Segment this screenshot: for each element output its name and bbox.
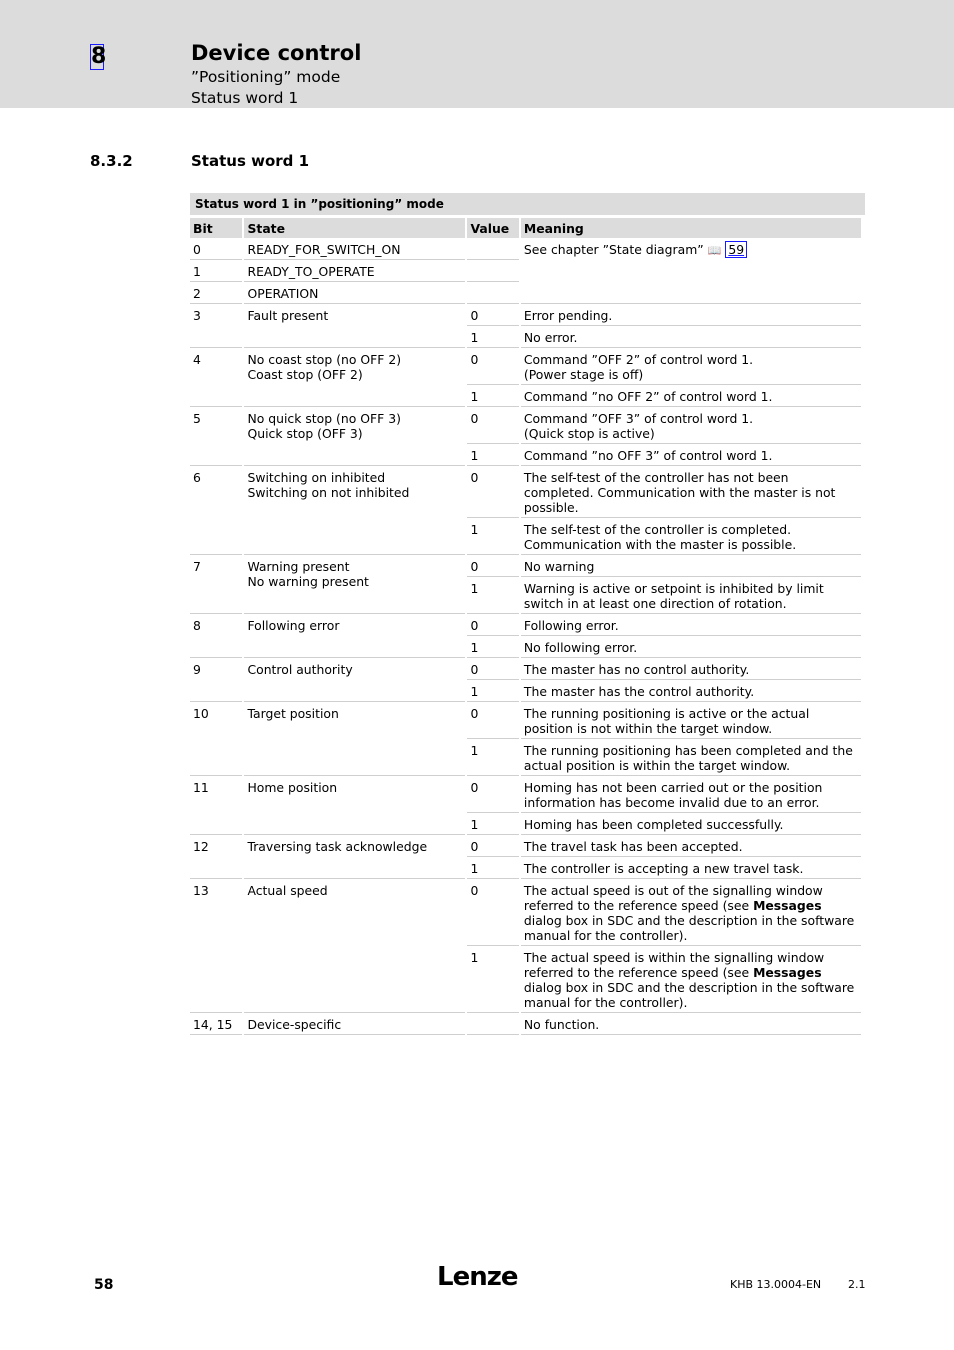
cell-value: 1	[467, 327, 518, 348]
state-line: Coast stop (OFF 2)	[247, 367, 363, 382]
cell-value: 1	[467, 814, 518, 835]
cell-value: 1	[467, 445, 518, 466]
cell-bit: 13	[190, 880, 242, 1013]
table-row	[190, 349, 861, 385]
cell-meaning	[521, 880, 861, 946]
cell-state	[244, 408, 465, 466]
cell-bit: 2	[190, 283, 242, 304]
cell-state	[244, 467, 465, 555]
cell-state: Following error	[244, 615, 465, 658]
cell-meaning: The travel task has been accepted.	[521, 836, 861, 857]
cell-value: 0	[467, 556, 518, 577]
cell-meaning: Homing has not been carried out or the position information has become invalid due to an error.	[521, 777, 861, 813]
state-line: Quick stop (OFF 3)	[247, 426, 363, 441]
cell-value: 0	[467, 305, 518, 326]
cell-bit: 5	[190, 408, 242, 466]
cell-meaning: The running positioning is active or the actual position is not within the target window.	[521, 703, 861, 739]
cell-value: 0	[467, 777, 518, 813]
cell-state: Device-specific	[244, 1014, 465, 1035]
cell-bit: 8	[190, 615, 242, 658]
cell-value: 1	[467, 386, 518, 407]
cell-bit: 0	[190, 239, 242, 260]
messages-dialog-name: Messages	[753, 898, 822, 913]
table-row	[190, 880, 861, 946]
cell-bit: 3	[190, 305, 242, 348]
cell-state: Actual speed	[244, 880, 465, 1013]
cell-bit: 11	[190, 777, 242, 835]
cell-value	[467, 261, 518, 282]
cell-meaning: Command ”no OFF 3” of control word 1.	[521, 445, 861, 466]
cell-value: 0	[467, 349, 518, 385]
table-row	[190, 615, 861, 636]
cell-bit: 7	[190, 556, 242, 614]
cell-bit: 1	[190, 261, 242, 282]
cell-state	[244, 349, 465, 407]
cell-meaning: Error pending.	[521, 305, 861, 326]
table-row	[190, 408, 861, 444]
cell-bit: 12	[190, 836, 242, 879]
cell-meaning: The controller is accepting a new travel task.	[521, 858, 861, 879]
section-number: 8.3.2	[90, 152, 133, 170]
state-line: No warning present	[247, 574, 369, 589]
meaning-text: dialog box in SDC and the description in the software manual for the controller).	[523, 980, 855, 1010]
subtitle-status-word: Status word 1	[191, 89, 299, 107]
page-number: 58	[94, 1277, 114, 1293]
cell-bit: 6	[190, 467, 242, 555]
document-version: 2.1	[848, 1278, 866, 1291]
table-header-row	[190, 218, 861, 238]
table-row	[190, 703, 861, 739]
state-line: Switching on inhibited	[247, 470, 386, 485]
cell-meaning: The master has the control authority.	[521, 681, 861, 702]
cell-state: OPERATION	[244, 283, 465, 304]
lenze-logo: Lenze	[437, 1262, 518, 1292]
table-title: Status word 1 in ”positioning” mode	[190, 193, 865, 215]
header-state: State	[244, 218, 465, 238]
section-title: Status word 1	[191, 152, 310, 170]
cell-bit: 14, 15	[190, 1014, 242, 1035]
meaning-line: Command ”OFF 2” of control word 1.	[523, 352, 754, 367]
table-row	[190, 1014, 861, 1035]
cell-value: 0	[467, 880, 518, 946]
cell-value	[467, 1014, 518, 1035]
meaning-line: (Power stage is off)	[523, 367, 644, 382]
cell-state: Traversing task acknowledge	[244, 836, 465, 879]
cell-state: READY_TO_OPERATE	[244, 261, 465, 282]
cell-meaning: No function.	[521, 1014, 861, 1035]
cell-value: 1	[467, 681, 518, 702]
cell-value: 0	[467, 467, 518, 518]
book-icon: 📖	[707, 244, 722, 257]
cell-bit: 10	[190, 703, 242, 776]
cell-meaning: No following error.	[521, 637, 861, 658]
cell-value: 0	[467, 408, 518, 444]
cell-meaning	[521, 408, 861, 444]
cell-meaning	[521, 239, 861, 304]
table-row	[190, 239, 861, 260]
meaning-line: (Quick stop is active)	[523, 426, 655, 441]
meaning-text: The actual speed is out of the signalling window referred to the reference speed (see	[523, 883, 823, 913]
header-band	[0, 0, 954, 108]
cell-value: 1	[467, 740, 518, 776]
cell-value: 1	[467, 578, 518, 614]
chapter-number-link[interactable]: 8	[91, 44, 107, 69]
cell-bit: 9	[190, 659, 242, 702]
cell-value: 1	[467, 519, 518, 555]
cell-value: 1	[467, 947, 518, 1013]
meaning-text: See chapter ”State diagram”	[523, 242, 704, 257]
header-meaning: Meaning	[521, 218, 861, 238]
cell-state: Target position	[244, 703, 465, 776]
state-line: Switching on not inhibited	[247, 485, 410, 500]
cell-meaning: The running positioning has been completed and the actual position is within the target window.	[521, 740, 861, 776]
cell-bit: 4	[190, 349, 242, 407]
header-bit: Bit	[190, 218, 242, 238]
table-row	[190, 836, 861, 857]
header-value: Value	[467, 218, 518, 238]
messages-dialog-name: Messages	[753, 965, 822, 980]
cell-meaning	[521, 947, 861, 1013]
table-row	[190, 305, 861, 326]
cell-value: 0	[467, 659, 518, 680]
cell-meaning: The self-test of the controller is completed. Communication with the master is possible.	[521, 519, 861, 555]
cell-meaning: The master has no control authority.	[521, 659, 861, 680]
table-row	[190, 467, 861, 518]
table-row	[190, 777, 861, 813]
subtitle-mode: ”Positioning” mode	[191, 68, 341, 86]
cell-state: Fault present	[244, 305, 465, 348]
cell-meaning: Following error.	[521, 615, 861, 636]
table-row	[190, 659, 861, 680]
cell-value: 0	[467, 615, 518, 636]
state-line: No quick stop (no OFF 3)	[247, 411, 401, 426]
cell-meaning	[521, 349, 861, 385]
cell-meaning: Command ”no OFF 2” of control word 1.	[521, 386, 861, 407]
cell-state: Control authority	[244, 659, 465, 702]
cell-value	[467, 239, 518, 260]
status-word-table	[190, 193, 865, 1036]
cell-meaning: The self-test of the controller has not been completed. Communication with the master is not possible.	[521, 467, 861, 518]
status-table	[188, 217, 863, 1036]
cell-state: Home position	[244, 777, 465, 835]
cell-value: 1	[467, 858, 518, 879]
state-line: No coast stop (no OFF 2)	[247, 352, 402, 367]
meaning-line: Command ”OFF 3” of control word 1.	[523, 411, 754, 426]
cell-meaning: No error.	[521, 327, 861, 348]
cell-value: 0	[467, 703, 518, 739]
cell-value: 1	[467, 637, 518, 658]
cell-value	[467, 283, 518, 304]
cell-value: 0	[467, 836, 518, 857]
document-id: KHB 13.0004-EN	[730, 1278, 822, 1291]
state-line: Warning present	[247, 559, 350, 574]
cell-meaning: No warning	[521, 556, 861, 577]
table-row	[190, 556, 861, 577]
meaning-text: The actual speed is within the signalling window referred to the reference speed (see	[523, 950, 825, 980]
cell-meaning: Warning is active or setpoint is inhibited by limit switch in at least one direction of rotation.	[521, 578, 861, 614]
chapter-title: Device control	[191, 41, 362, 65]
cell-state	[244, 556, 465, 614]
cell-state: READY_FOR_SWITCH_ON	[244, 239, 465, 260]
page-ref-link[interactable]: 59	[725, 241, 747, 258]
cell-meaning: Homing has been completed successfully.	[521, 814, 861, 835]
meaning-text: dialog box in SDC and the description in the software manual for the controller).	[523, 913, 855, 943]
